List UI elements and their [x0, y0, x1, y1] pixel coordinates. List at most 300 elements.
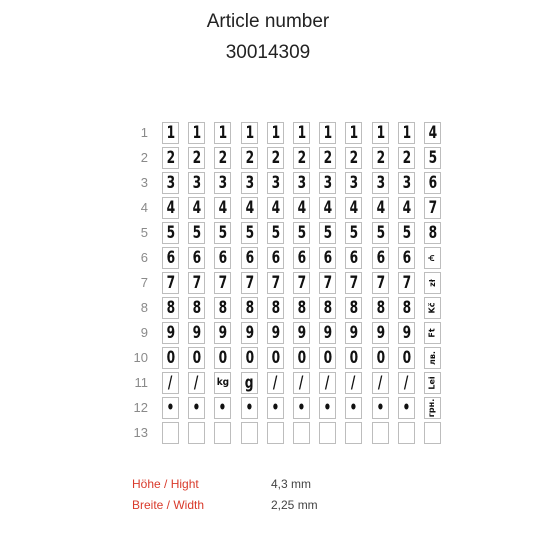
strip-character: 6	[402, 247, 411, 268]
strip-cell	[372, 322, 389, 344]
strip-cell	[345, 122, 362, 144]
strip-cell	[214, 372, 231, 394]
strip-character: •	[297, 397, 306, 418]
strip-cell	[241, 147, 258, 169]
row-number: 12	[133, 400, 148, 415]
strip-cell	[372, 297, 389, 319]
strip-character: Ft	[427, 328, 437, 338]
strip-cell	[398, 422, 415, 444]
strip-character: 2	[166, 147, 175, 168]
strip-character: •	[349, 397, 358, 418]
strip-cell	[241, 322, 258, 344]
strip-cell	[398, 347, 415, 369]
strip-character: 2	[376, 147, 385, 168]
strip-cell	[293, 247, 310, 269]
row-number: 6	[140, 250, 148, 265]
strip-character: 4	[402, 197, 411, 218]
character-strip	[372, 122, 389, 446]
row-number: 13	[133, 425, 148, 440]
strip-cell	[319, 347, 336, 369]
strip-character: 8	[271, 297, 280, 318]
strip-character: /	[404, 372, 409, 393]
strip-character: ₼	[427, 254, 437, 262]
strip-cell	[398, 247, 415, 269]
strip-cell	[398, 197, 415, 219]
strip-cell	[293, 172, 310, 194]
row-number: 1	[140, 125, 148, 140]
article-number: 30014309	[225, 42, 311, 63]
character-strip	[293, 122, 310, 446]
strip-cell	[398, 222, 415, 244]
strip-cell	[241, 172, 258, 194]
row-number: 2	[140, 150, 148, 165]
character-strip	[345, 122, 362, 446]
character-strip	[241, 122, 258, 446]
strip-character: /	[351, 372, 356, 393]
character-strip	[214, 122, 231, 446]
strip-cell	[162, 247, 179, 269]
strip-cell	[214, 422, 231, 444]
strip-character: 5	[166, 222, 175, 243]
strip-cell	[188, 197, 205, 219]
strip-cell	[424, 322, 441, 344]
strip-cell	[424, 272, 441, 294]
strip-cell	[188, 397, 205, 419]
strip-character: 1	[376, 122, 385, 143]
strip-character: /	[194, 372, 199, 393]
strip-cell	[293, 322, 310, 344]
strip-character: 5	[245, 222, 254, 243]
strip-character: 6	[428, 172, 437, 193]
strip-character: 1	[245, 122, 254, 143]
row-number: 10	[133, 350, 148, 365]
strip-character: 5	[428, 147, 437, 168]
strip-cell	[241, 372, 258, 394]
strip-cell	[319, 147, 336, 169]
strip-cell	[424, 147, 441, 169]
strip-character: 5	[297, 222, 306, 243]
strip-cell	[267, 222, 284, 244]
character-strip	[319, 122, 336, 446]
character-strip	[162, 122, 179, 446]
strip-cell	[372, 422, 389, 444]
width-value: 2,25 mm	[271, 498, 318, 512]
strip-cell	[241, 197, 258, 219]
strip-cell	[214, 247, 231, 269]
strip-cell	[319, 272, 336, 294]
strip-character: лв.	[427, 351, 437, 365]
strip-character: •	[376, 397, 385, 418]
strip-character: •	[402, 397, 411, 418]
strip-cell	[424, 247, 441, 269]
strip-cell	[319, 397, 336, 419]
strip-character: 6	[218, 247, 227, 268]
row-number: 3	[140, 175, 148, 190]
strip-cell	[372, 122, 389, 144]
strip-character: •	[245, 397, 254, 418]
strip-character: 8	[166, 297, 175, 318]
strip-character: 1	[166, 122, 175, 143]
strip-character: /	[273, 372, 278, 393]
strip-character: 8	[218, 297, 227, 318]
strip-character: •	[192, 397, 201, 418]
strip-character: 4	[376, 197, 385, 218]
strip-cell	[372, 272, 389, 294]
strip-character: 8	[349, 297, 358, 318]
strip-cell	[319, 372, 336, 394]
strip-cell	[267, 197, 284, 219]
strip-cell	[424, 397, 441, 419]
strip-character: 1	[323, 122, 332, 143]
strip-cell	[398, 272, 415, 294]
strip-cell	[424, 172, 441, 194]
strip-character: 6	[376, 247, 385, 268]
strip-character: 4	[166, 197, 175, 218]
strip-cell	[398, 172, 415, 194]
strip-cell	[293, 372, 310, 394]
strip-character: 3	[297, 172, 306, 193]
strip-cell	[345, 372, 362, 394]
strip-cell	[293, 347, 310, 369]
strip-cell	[345, 297, 362, 319]
strip-cell	[241, 272, 258, 294]
strip-cell	[162, 347, 179, 369]
strip-cell	[214, 222, 231, 244]
strip-cell	[293, 272, 310, 294]
strip-character: 3	[166, 172, 175, 193]
strip-character: 4	[245, 197, 254, 218]
strip-character: 2	[245, 147, 254, 168]
strip-character: 8	[323, 297, 332, 318]
strip-character: 6	[271, 247, 280, 268]
strip-cell	[293, 222, 310, 244]
strip-cell	[345, 347, 362, 369]
strip-character: 3	[376, 172, 385, 193]
strip-cell	[188, 172, 205, 194]
strip-cell	[345, 322, 362, 344]
strip-character: 1	[218, 122, 227, 143]
row-number: 11	[134, 375, 148, 390]
strip-character: 9	[192, 322, 201, 343]
strip-cell	[267, 172, 284, 194]
strip-character: 8	[376, 297, 385, 318]
strip-cell	[188, 272, 205, 294]
strip-character: 8	[192, 297, 201, 318]
strip-character: 2	[402, 147, 411, 168]
strip-character: zł	[427, 279, 437, 287]
strip-cell	[345, 222, 362, 244]
strip-character: /	[168, 372, 173, 393]
strip-cell	[424, 197, 441, 219]
strip-character: 0	[271, 347, 280, 368]
strip-character: 2	[271, 147, 280, 168]
strip-cell	[398, 372, 415, 394]
strip-cell	[267, 272, 284, 294]
strip-cell	[162, 222, 179, 244]
strip-character: 5	[402, 222, 411, 243]
strip-cell	[188, 372, 205, 394]
strip-cell	[188, 222, 205, 244]
strip-character: /	[299, 372, 304, 393]
strip-character: 9	[402, 322, 411, 343]
strip-cell	[267, 247, 284, 269]
strip-character: 4	[428, 122, 437, 143]
strip-character: 9	[376, 322, 385, 343]
character-strip	[188, 122, 205, 446]
strip-cell	[267, 297, 284, 319]
strip-character: 9	[218, 322, 227, 343]
row-number: 5	[140, 225, 148, 240]
strip-cell	[214, 197, 231, 219]
strip-character: 3	[192, 172, 201, 193]
strip-cell	[214, 347, 231, 369]
strip-character: 0	[245, 347, 254, 368]
strip-character: 0	[218, 347, 227, 368]
strip-character: 7	[192, 272, 201, 293]
strip-cell	[241, 247, 258, 269]
strip-cell	[345, 397, 362, 419]
strip-character: 0	[402, 347, 411, 368]
strip-character: 9	[349, 322, 358, 343]
strip-cell	[398, 297, 415, 319]
strip-cell	[267, 422, 284, 444]
strip-character: 0	[166, 347, 175, 368]
strip-character: kg	[216, 377, 229, 388]
row-number: 9	[140, 325, 148, 340]
strip-character: 2	[218, 147, 227, 168]
strip-character: /	[378, 372, 383, 393]
strip-character: 6	[349, 247, 358, 268]
strip-cell	[398, 397, 415, 419]
strip-character: 6	[323, 247, 332, 268]
strip-cell	[372, 247, 389, 269]
strip-cell	[162, 422, 179, 444]
strip-cell	[398, 122, 415, 144]
strip-cell	[372, 222, 389, 244]
strip-cell	[188, 122, 205, 144]
strip-character: 3	[402, 172, 411, 193]
strip-cell	[345, 197, 362, 219]
strip-cell	[424, 297, 441, 319]
strip-character: 1	[349, 122, 358, 143]
strip-character: 7	[218, 272, 227, 293]
strip-cell	[214, 322, 231, 344]
strip-cell	[424, 222, 441, 244]
strip-character: 4	[192, 197, 201, 218]
strip-character: •	[218, 397, 227, 418]
strip-cell	[424, 422, 441, 444]
strip-cell	[214, 297, 231, 319]
strip-character: 2	[297, 147, 306, 168]
strip-cell	[214, 397, 231, 419]
strip-cell	[372, 172, 389, 194]
strip-character: 9	[323, 322, 332, 343]
strip-character: 8	[428, 222, 437, 243]
strip-cell	[162, 322, 179, 344]
strip-cell	[188, 147, 205, 169]
strip-character: 4	[323, 197, 332, 218]
strip-cell	[241, 297, 258, 319]
strip-cell	[345, 422, 362, 444]
strip-character: 3	[218, 172, 227, 193]
strip-cell	[188, 322, 205, 344]
strip-character: /	[325, 372, 330, 393]
strip-cell	[188, 247, 205, 269]
strip-cell	[372, 197, 389, 219]
strip-character: грн.	[427, 398, 437, 418]
strip-character: 8	[245, 297, 254, 318]
strip-character: 4	[349, 197, 358, 218]
strip-cell	[267, 322, 284, 344]
strip-character: 8	[402, 297, 411, 318]
strip-character: 8	[297, 297, 306, 318]
strip-cell	[267, 347, 284, 369]
strip-character: 6	[297, 247, 306, 268]
strip-cell	[319, 247, 336, 269]
strip-cell	[293, 147, 310, 169]
strip-character: 7	[245, 272, 254, 293]
strip-cell	[345, 147, 362, 169]
strip-character: Lei	[427, 376, 437, 390]
strip-character: 7	[349, 272, 358, 293]
strip-character: 3	[323, 172, 332, 193]
strip-cell	[162, 197, 179, 219]
strip-cell	[162, 122, 179, 144]
strip-cell	[372, 147, 389, 169]
strip-cell	[424, 122, 441, 144]
strip-cell	[293, 397, 310, 419]
strip-cell	[188, 297, 205, 319]
strip-character: 1	[297, 122, 306, 143]
strip-character: 9	[297, 322, 306, 343]
strip-cell	[372, 347, 389, 369]
strip-character: 4	[297, 197, 306, 218]
strip-cell	[214, 272, 231, 294]
strip-cell	[162, 372, 179, 394]
strip-character: 9	[271, 322, 280, 343]
strip-cell	[372, 397, 389, 419]
strip-cell	[293, 422, 310, 444]
strip-character: 7	[271, 272, 280, 293]
strip-cell	[319, 122, 336, 144]
row-number: 7	[140, 275, 148, 290]
strip-cell	[319, 422, 336, 444]
strip-character: 4	[218, 197, 227, 218]
row-number: 4	[140, 200, 148, 215]
strip-character: 5	[349, 222, 358, 243]
strip-cell	[188, 347, 205, 369]
strip-cell	[293, 297, 310, 319]
strip-cell	[424, 372, 441, 394]
strip-cell	[319, 172, 336, 194]
strip-cell	[398, 322, 415, 344]
strip-cell	[424, 347, 441, 369]
strip-character: •	[166, 397, 175, 418]
height-value: 4,3 mm	[271, 477, 312, 491]
page-title: Article number	[206, 11, 330, 32]
strip-character: 7	[166, 272, 175, 293]
strip-cell	[241, 122, 258, 144]
strip-cell	[241, 397, 258, 419]
strip-cell	[214, 147, 231, 169]
strip-character: 0	[376, 347, 385, 368]
strip-character: 7	[402, 272, 411, 293]
strip-character: 9	[245, 322, 254, 343]
strip-character: 2	[323, 147, 332, 168]
strip-cell	[241, 347, 258, 369]
strip-character: 5	[271, 222, 280, 243]
strip-character: 9	[166, 322, 175, 343]
strip-cell	[319, 297, 336, 319]
strip-character: g	[245, 372, 254, 393]
strip-cell	[267, 122, 284, 144]
strip-cell	[345, 172, 362, 194]
strip-cell	[293, 197, 310, 219]
strip-character: 0	[323, 347, 332, 368]
strip-character: 6	[245, 247, 254, 268]
strip-character: 5	[218, 222, 227, 243]
strip-character: •	[271, 397, 280, 418]
character-strip	[424, 122, 441, 446]
strip-character: 5	[376, 222, 385, 243]
strip-cell	[188, 422, 205, 444]
strip-character: Kč	[427, 302, 437, 314]
strip-character: 0	[192, 347, 201, 368]
strip-cell	[162, 397, 179, 419]
strip-character: 3	[349, 172, 358, 193]
row-number: 8	[140, 300, 148, 315]
strip-cell	[319, 322, 336, 344]
strip-cell	[162, 272, 179, 294]
strip-character: 7	[297, 272, 306, 293]
strip-character: 3	[245, 172, 254, 193]
strip-cell	[214, 172, 231, 194]
height-label: Höhe / Hight	[132, 477, 199, 491]
width-label: Breite / Width	[132, 498, 205, 512]
character-strip	[398, 122, 415, 446]
strip-cell	[398, 147, 415, 169]
strip-character: 0	[297, 347, 306, 368]
strip-character: 2	[192, 147, 201, 168]
strip-cell	[162, 147, 179, 169]
strip-character: 4	[271, 197, 280, 218]
strip-cell	[345, 272, 362, 294]
strip-character: 7	[428, 197, 437, 218]
strip-character: 6	[192, 247, 201, 268]
strip-cell	[319, 197, 336, 219]
strip-cell	[214, 122, 231, 144]
strip-character: 6	[166, 247, 175, 268]
strip-cell	[241, 222, 258, 244]
strip-cell	[162, 297, 179, 319]
strip-character: •	[323, 397, 332, 418]
strip-character: 1	[192, 122, 201, 143]
strip-character: 5	[192, 222, 201, 243]
strip-cell	[345, 247, 362, 269]
strip-character: 1	[402, 122, 411, 143]
strip-character: 7	[323, 272, 332, 293]
strip-cell	[267, 372, 284, 394]
strip-cell	[267, 397, 284, 419]
strip-character: 5	[323, 222, 332, 243]
strip-cell	[241, 422, 258, 444]
strip-character: 0	[349, 347, 358, 368]
strip-character: 3	[271, 172, 280, 193]
strip-character: 7	[376, 272, 385, 293]
strip-cell	[293, 122, 310, 144]
strip-cell	[162, 172, 179, 194]
strip-cell	[267, 147, 284, 169]
